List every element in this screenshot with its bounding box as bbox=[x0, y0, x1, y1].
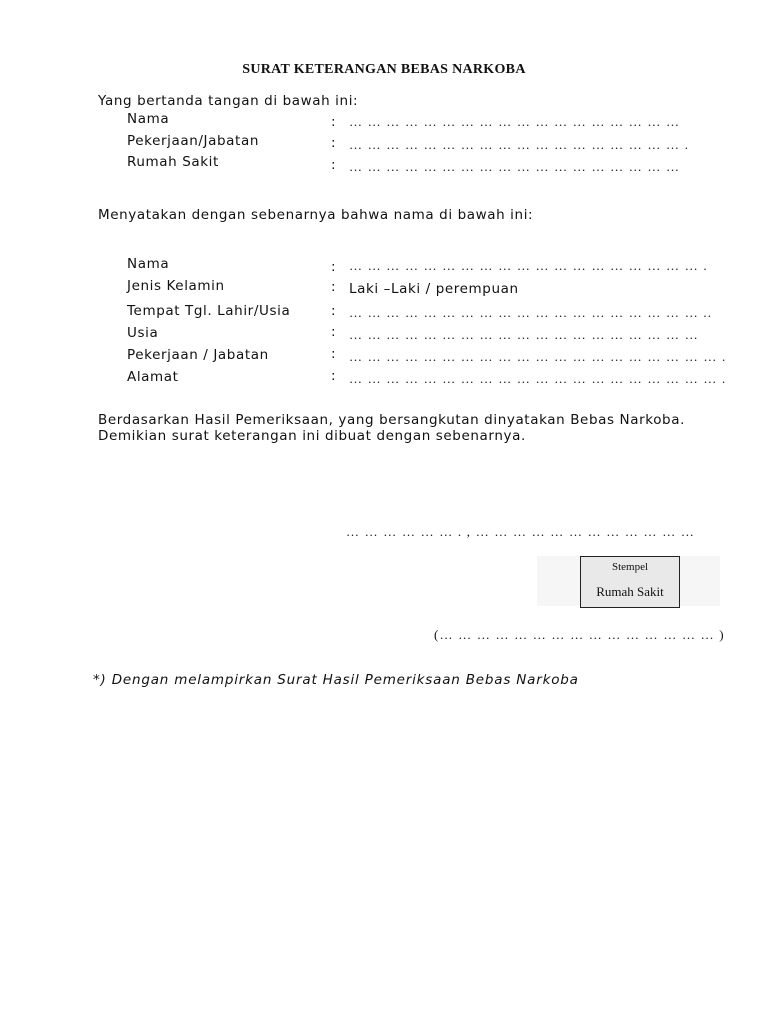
signer-name-label: Nama bbox=[127, 111, 170, 127]
conclusion-paragraph: Berdasarkan Hasil Pemeriksaan, yang bersangkutan dinyatakan Bebas Narkoba. Demikian surat keterangan ini dibuat dengan sebenarnya. bbox=[98, 412, 685, 444]
subject-job-label: Pekerjaan / Jabatan bbox=[127, 347, 269, 363]
intro-text: Yang bertanda tangan di bawah ini: bbox=[98, 93, 359, 109]
signer-name-colon: : bbox=[331, 114, 337, 130]
subject-gender-value: Laki –Laki / perempuan bbox=[349, 281, 519, 297]
place-date-line: … … … … … … . , … … … … … … … … … … … … bbox=[346, 524, 696, 539]
signer-hospital-colon: : bbox=[331, 157, 337, 173]
signer-hospital-value: … … … … … … … … … … … … … … … … … … bbox=[349, 159, 681, 174]
subject-name-colon: : bbox=[331, 259, 337, 275]
subject-job-value: … … … … … … … … … … … … … … … … … … … … . bbox=[349, 349, 727, 364]
footnote: *) Dengan melampirkan Surat Hasil Pemeriksaan Bebas Narkoba bbox=[93, 672, 579, 688]
subject-gender-label: Jenis Kelamin bbox=[127, 278, 225, 294]
stamp-box bbox=[580, 556, 680, 608]
statement-text: Menyatakan dengan sebenarnya bahwa nama di bawah ini: bbox=[98, 207, 534, 223]
subject-address-label: Alamat bbox=[127, 369, 179, 385]
signer-name-value: … … … … … … … … … … … … … … … … … … bbox=[349, 114, 681, 129]
subject-job-colon: : bbox=[331, 346, 337, 362]
subject-birth-label: Tempat Tgl. Lahir/Usia bbox=[127, 303, 291, 319]
subject-birth-value: … … … … … … … … … … … … … … … … … … … .. bbox=[349, 305, 713, 320]
subject-age-colon: : bbox=[331, 324, 337, 340]
stamp-label: Stempel bbox=[611, 561, 649, 573]
subject-name-value: … … … … … … … … … … … … … … … … … … … . bbox=[349, 258, 708, 273]
letter-title: SURAT KETERANGAN BEBAS NARKOBA bbox=[242, 62, 526, 77]
signer-job-value: … … … … … … … … … … … … … … … … … … . bbox=[349, 137, 690, 152]
subject-address-value: … … … … … … … … … … … … … … … … … … … … . bbox=[349, 371, 727, 386]
stamp-hospital-label: Rumah Sakit bbox=[596, 584, 664, 599]
signature-line: (… … … … … … … … … … … … … … … ) bbox=[434, 627, 725, 642]
signer-job-colon: : bbox=[331, 135, 337, 151]
signer-job-label: Pekerjaan/Jabatan bbox=[127, 133, 259, 149]
subject-gender-colon: : bbox=[331, 279, 337, 295]
subject-age-label: Usia bbox=[127, 325, 159, 341]
subject-age-value: … … … … … … … … … … … … … … … … … … … bbox=[349, 327, 699, 342]
subject-address-colon: : bbox=[331, 368, 337, 384]
subject-birth-colon: : bbox=[331, 303, 337, 319]
signer-hospital-label: Rumah Sakit bbox=[127, 154, 219, 170]
subject-name-label: Nama bbox=[127, 256, 170, 272]
